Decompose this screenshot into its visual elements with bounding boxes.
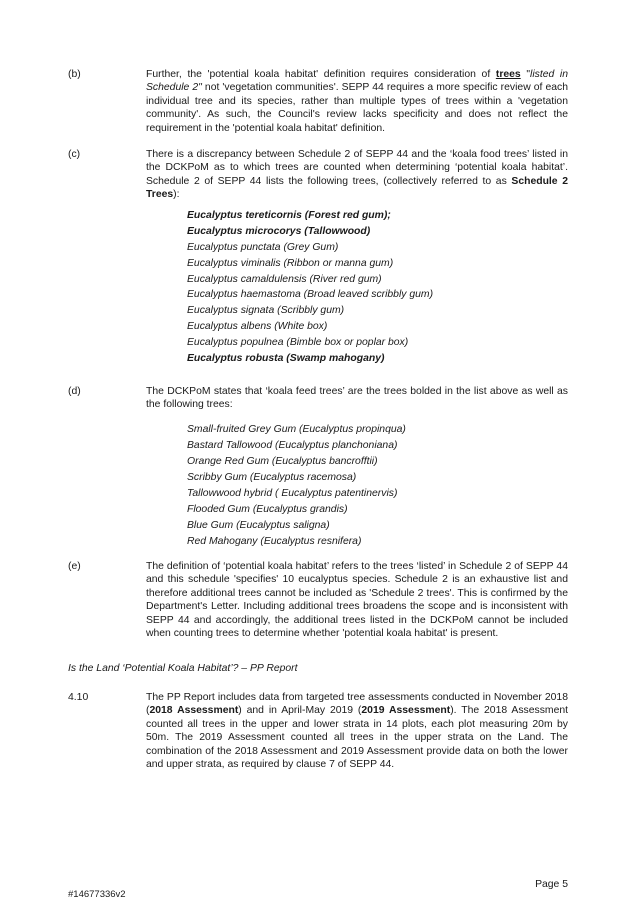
tree-list-item: Scribby Gum (Eucalyptus racemosa)	[187, 472, 357, 483]
tree-list-item: Eucalyptus haemastoma (Broad leaved scribbly gum)	[187, 289, 434, 301]
paragraph-body: The DCKPoM states that ‘koala feed trees’ are the trees bolded in the list above as well as the following trees:	[146, 386, 568, 411]
emphasis-schedule-2: listed in Schedule 2"	[146, 69, 569, 94]
tree-list-item: Red Mahogany (Eucalyptus resnifera)	[187, 536, 362, 547]
tree-list-item: Eucalyptus populnea (Bimble box or poplar box)	[187, 337, 409, 349]
paragraph-marker: (e)	[68, 561, 81, 572]
tree-list-item: Tallowwood hybrid ( Eucalyptus patentinervis)	[187, 488, 398, 499]
schedule-2-tree-list	[187, 208, 567, 367]
tree-list-item: Eucalyptus robusta (Swamp mahogany)	[187, 353, 385, 365]
section-heading: Is the Land ‘Potential Koala Habitat’? – PP Report	[68, 663, 298, 674]
page-number: Page 5	[535, 879, 568, 890]
defined-term: 2019 Assessment	[361, 705, 451, 717]
tree-list-item: Eucalyptus microcorys (Tallowwood)	[187, 225, 371, 237]
document-reference: #14677336v2	[68, 889, 126, 900]
defined-term: Schedule 2 Trees	[146, 175, 568, 201]
koala-feed-tree-list	[187, 422, 567, 550]
tree-list-item: Eucalyptus punctata (Grey Gum)	[187, 241, 339, 253]
tree-list-item: Orange Red Gum (Eucalyptus bancrofftii)	[187, 456, 378, 467]
tree-list-item: Eucalyptus tereticornis (Forest red gum);	[187, 210, 391, 221]
paragraph-body: There is a discrepancy between Schedule 2 of SEPP 44 and the ‘koala food trees’ listed in the DCKPoM as to which trees are counted when determining ‘potential koala habitat’. Schedule 2 of SEPP 44 lists the following trees, (collectively referred to as Schedule 2 Trees):	[146, 149, 568, 201]
tree-list-item: Eucalyptus viminalis (Ribbon or manna gum)	[187, 257, 394, 269]
tree-list-item: Small-fruited Grey Gum (Eucalyptus propinqua)	[187, 424, 406, 435]
defined-term: 2018 Assessment	[149, 705, 239, 717]
tree-list-item: Flooded Gum (Eucalyptus grandis)	[187, 504, 348, 515]
emphasis-trees: trees	[495, 69, 521, 80]
tree-list-item: Eucalyptus albens (White box)	[187, 321, 328, 333]
paragraph-body: Further, the 'potential koala habitat' definition requires consideration of trees "listed in Schedule 2" not 'vegetation communities'. SEPP 44 requires a more specific review of each individual tree and its species, rather than multiple types of trees within a 'vegetation community'. As such, the Council's review lacks specificity and does not reflect the requirement in the 'potential koala habitat' definition.	[146, 69, 569, 134]
tree-list-item: Bastard Tallowood (Eucalyptus planchoniana)	[187, 440, 398, 451]
paragraph-body: The definition of ‘potential koala habitat’ refers to the trees ‘listed’ in Schedule 2 of SEPP 44 and this schedule 'specifies' 10 eucalyptus species. Schedule 2 is an exhaustive list and therefore additional trees cannot be included as 'Schedule 2 trees'. This is confirmed by the Department's Letter. Including additional trees broadens the scope and is inconsistent with SEPP 44 and accordingly, the additional trees listed in the DCKPoM cannot be included when counting trees to determine whether 'potential koala habitat' is present.	[146, 561, 568, 640]
paragraph-marker: (c)	[68, 149, 81, 160]
paragraph-body: The PP Report includes data from targeted tree assessments conducted in November 2018 (2018 Assessment) and in April-May 2019 (2019 Assessment). The 2018 Assessment counted all trees in the upper and lower strata in 14 plots, each plot measuring 20m by 50m. The 2019 Assessment counted all trees in the upper strata on the Land. The combination of the 2018 Assessment and 2019 Assessment provide data on both the lower and upper strata, as required by clause 7 of SEPP 44.	[146, 692, 569, 771]
tree-list-item: Eucalyptus signata (Scribbly gum)	[187, 305, 345, 317]
paragraph-marker: (b)	[68, 69, 81, 80]
tree-list-item: Blue Gum (Eucalyptus saligna)	[187, 520, 330, 531]
paragraph-marker: 4.10	[68, 692, 89, 703]
tree-list-item: Eucalyptus camaldulensis (River red gum)	[187, 273, 382, 285]
paragraph-marker: (d)	[68, 386, 81, 397]
